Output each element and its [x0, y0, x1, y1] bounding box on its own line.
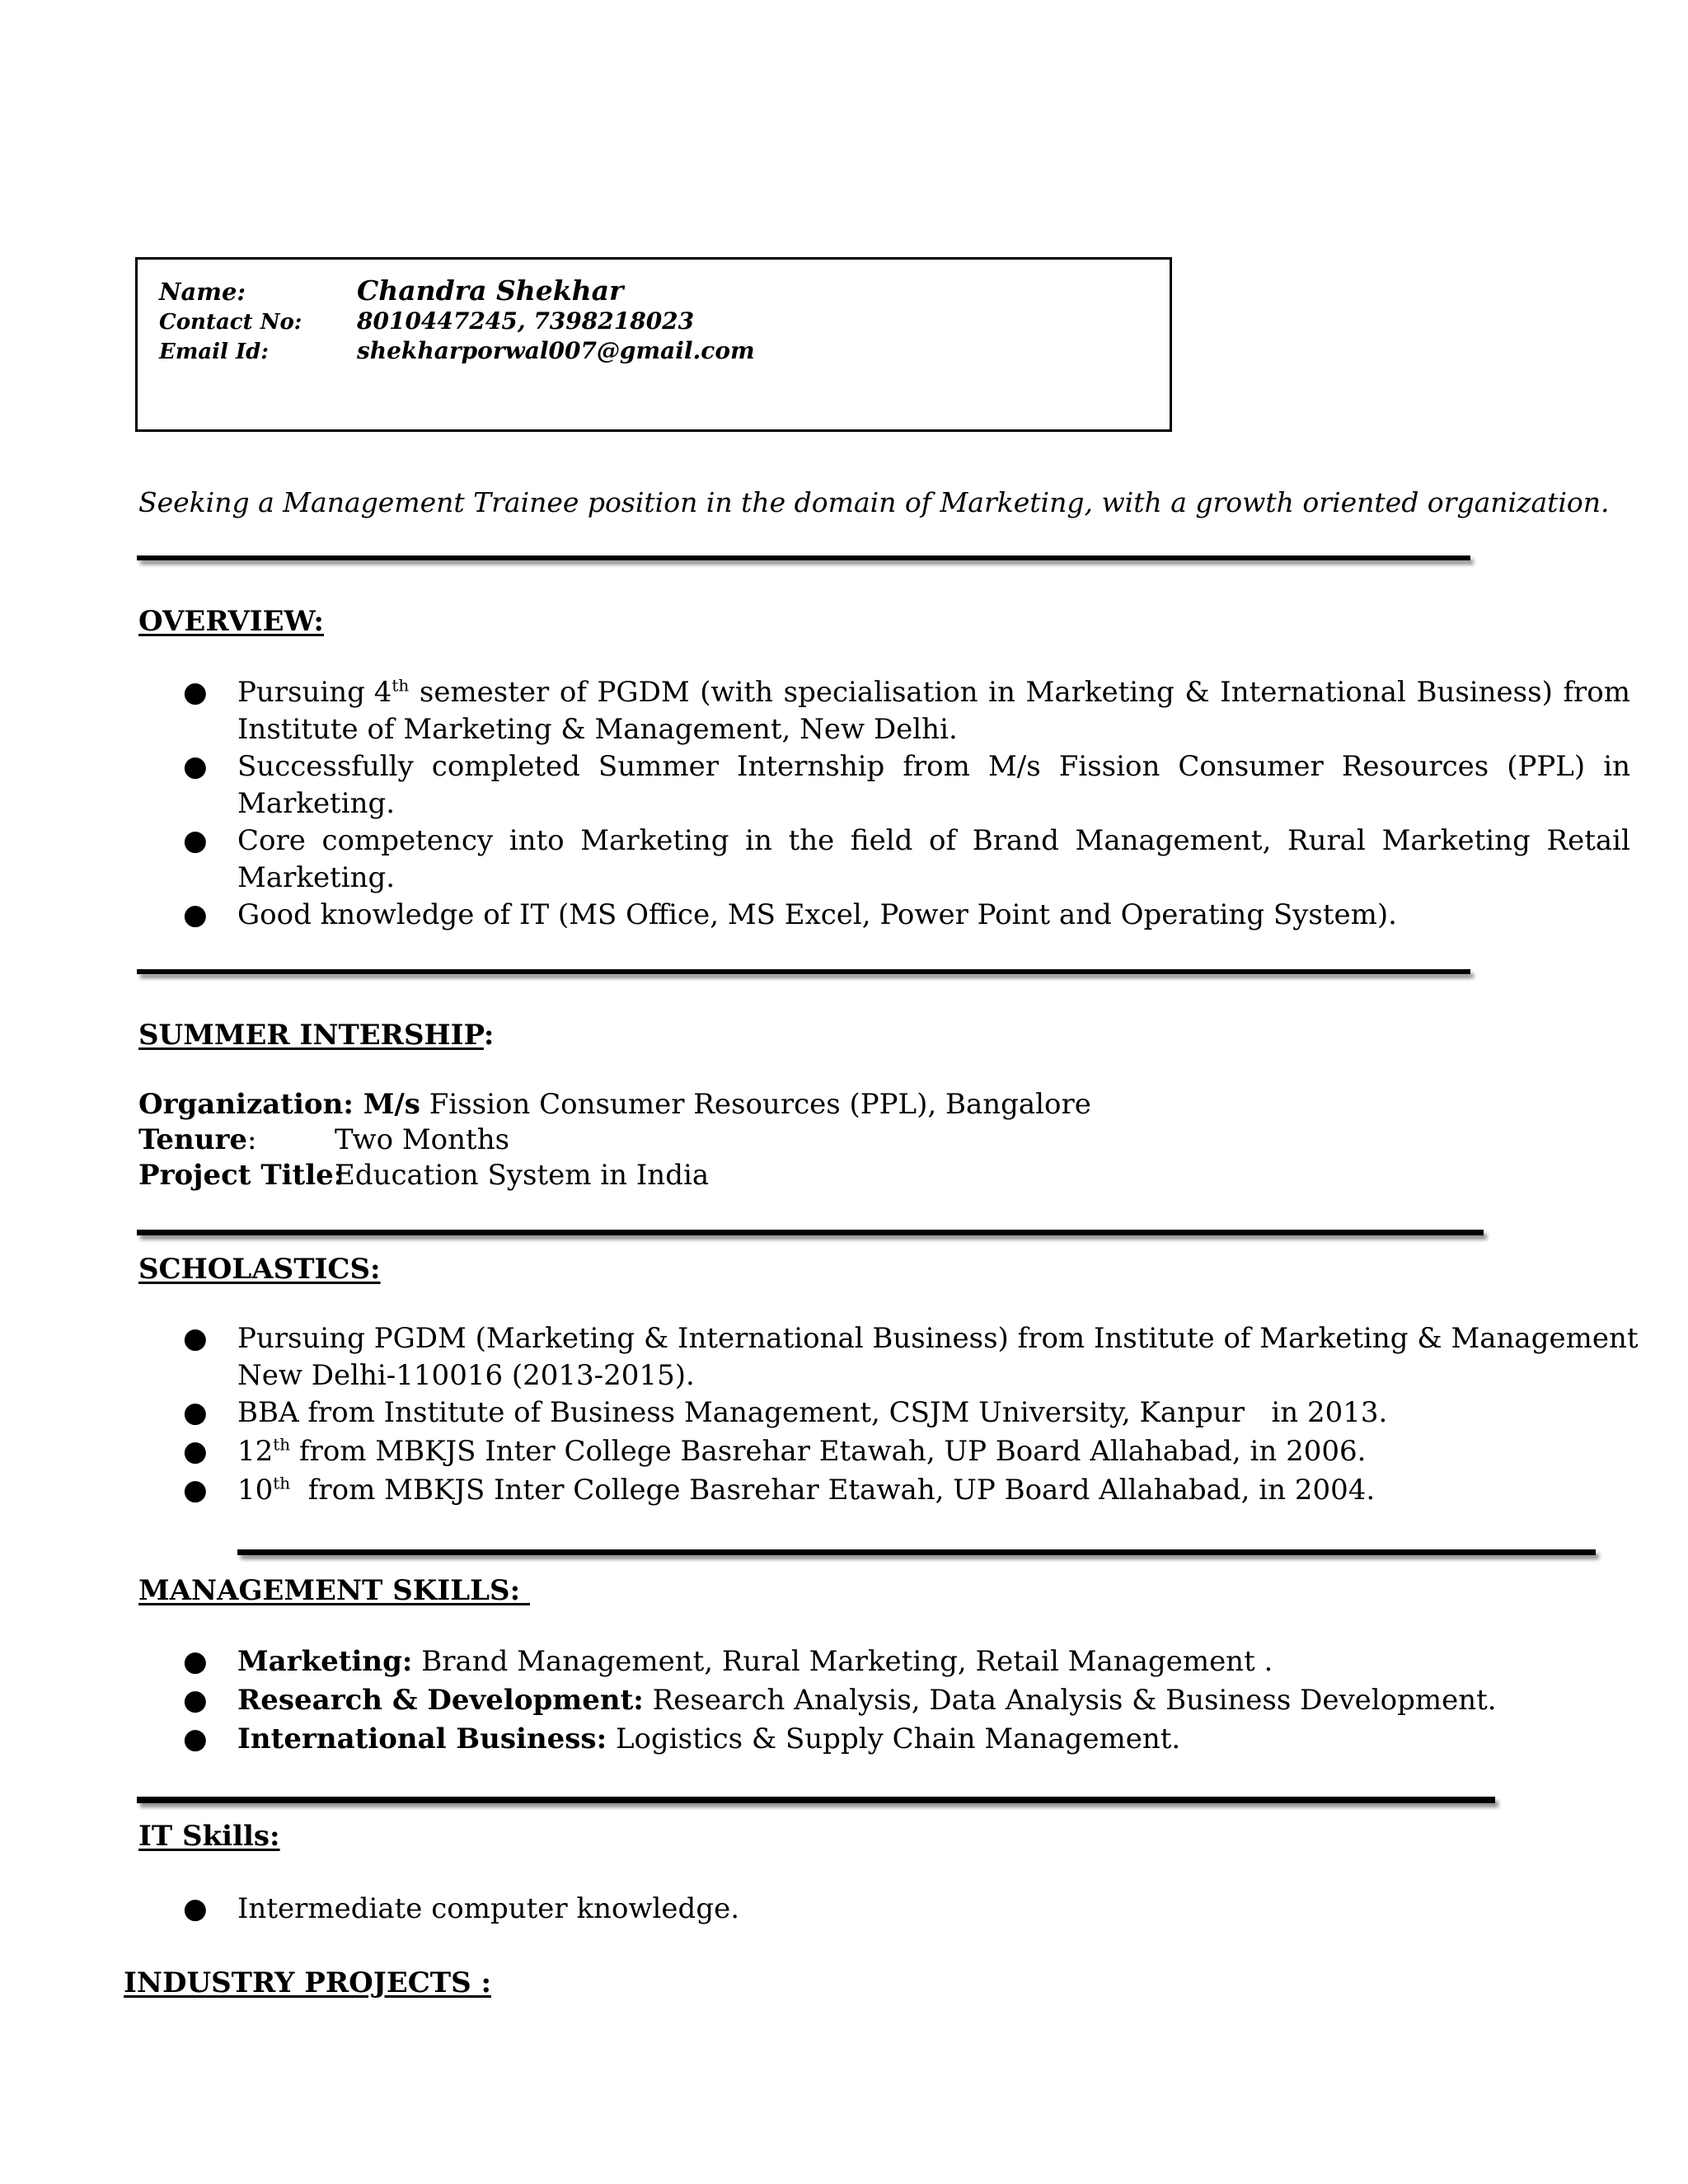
overview-heading: OVERVIEW:	[138, 605, 324, 638]
bullet-icon: ●	[183, 1474, 208, 1507]
bullet-icon: ●	[183, 1645, 208, 1678]
bullet-icon: ●	[183, 824, 208, 857]
overview-item-2-line-1	[237, 748, 1630, 785]
word: in	[1603, 750, 1630, 783]
divider	[237, 1549, 1596, 1555]
scholastics-item-2: BBA from Institute of Business Management, CSJM University, Kanpur in 2013.	[237, 1396, 1388, 1429]
word: competency	[321, 824, 494, 857]
email-value: shekharporwal007@gmail.com	[357, 337, 755, 364]
word: into	[509, 824, 565, 857]
word: Successfully	[237, 750, 414, 783]
scholastics-item-3: 12th from MBKJS Inter College Basrehar Etawah, UP Board Allahabad, in 2006.	[237, 1434, 1367, 1468]
bullet-icon: ●	[183, 1322, 208, 1355]
management-skill-international: International Business: Logistics & Supply Chain Management.	[237, 1722, 1181, 1755]
word: Marketing	[580, 824, 729, 857]
name-label: Name:	[159, 278, 246, 306]
word: Consumer	[1178, 750, 1324, 783]
scholastics-item-1-line-1: Pursuing PGDM (Marketing & International Business) from Institute of Marketing & Management	[237, 1322, 1639, 1355]
word: field	[850, 824, 913, 857]
scholastics-heading: SCHOLASTICS:	[138, 1253, 381, 1286]
word: the	[788, 824, 835, 857]
divider	[137, 969, 1470, 974]
word: of	[929, 824, 957, 857]
bullet-icon: ●	[183, 750, 208, 783]
word: (with	[700, 676, 774, 709]
word: semester	[419, 676, 550, 709]
word: in	[988, 676, 1015, 709]
word: from	[903, 750, 970, 783]
word: in	[745, 824, 772, 857]
word: (PPL)	[1507, 750, 1586, 783]
internship-organization	[138, 1088, 1091, 1121]
management-skill-research: Research & Development: Research Analysis, Data Analysis & Business Development.	[237, 1684, 1497, 1717]
word: Fission	[1058, 750, 1160, 783]
bullet-icon: ●	[183, 1435, 208, 1468]
tenure-value: Two Months	[335, 1123, 510, 1156]
bullet-icon: ●	[183, 1396, 208, 1429]
management-skill-marketing: Marketing: Brand Management, Rural Marketing, Retail Management .	[237, 1645, 1273, 1678]
word: Management,	[1075, 824, 1272, 857]
contact-label: Contact No:	[159, 310, 302, 335]
word: from	[1563, 676, 1630, 709]
email-label: Email Id:	[159, 340, 269, 364]
name-row	[159, 274, 623, 307]
word: Internship	[737, 750, 885, 783]
it-skills-heading: IT Skills:	[138, 1820, 280, 1853]
bullet-icon: ●	[183, 1684, 208, 1717]
industry-projects-heading: INDUSTRY PROJECTS :	[124, 1966, 492, 1999]
bullet-icon: ●	[183, 676, 208, 709]
divider	[137, 1797, 1495, 1803]
word: International	[1220, 676, 1406, 709]
project-label: Project Title:	[138, 1159, 345, 1192]
overview-item-3-line-2: Marketing.	[237, 861, 396, 894]
word: Marketing	[1025, 676, 1175, 709]
word: Resources	[1341, 750, 1489, 783]
word: Marketing	[1381, 824, 1531, 857]
organization-label: Organization: M/s	[138, 1088, 420, 1121]
word: of	[559, 676, 587, 709]
divider	[137, 1230, 1484, 1235]
word: Retail	[1546, 824, 1630, 857]
contact-box	[135, 257, 1172, 432]
bullet-icon: ●	[183, 898, 208, 931]
word: specialisation	[783, 676, 978, 709]
word: Summer	[598, 750, 719, 783]
it-skill-item: Intermediate computer knowledge.	[237, 1892, 740, 1925]
word: PGDM	[597, 676, 690, 709]
word: M/s	[987, 750, 1041, 783]
objective: Seeking a Management Trainee position in the domain of Marketing, with a growth oriented organization.	[138, 486, 1610, 518]
overview-item-2-line-2: Marketing.	[237, 787, 396, 820]
internship-heading: SUMMER INTERSHIP:	[138, 1019, 495, 1052]
overview-item-4: Good knowledge of IT (MS Office, MS Excel, Power Point and Operating System).	[237, 898, 1397, 931]
scholastics-item-4: 10th from MBKJS Inter College Basrehar Etawah, UP Board Allahabad, in 2004.	[237, 1473, 1376, 1507]
divider	[137, 555, 1470, 560]
word: completed	[431, 750, 580, 783]
tenure-label: Tenure	[138, 1123, 248, 1156]
internship-tenure: Tenure: Two Months	[138, 1123, 510, 1156]
word: Rural	[1287, 824, 1366, 857]
internship-project	[138, 1159, 710, 1192]
overview-item-1-line-2: Institute of Marketing & Management, New Delhi.	[237, 713, 958, 746]
bullet-icon: ●	[183, 1722, 208, 1755]
email-row	[159, 337, 755, 364]
word: &	[1184, 676, 1210, 709]
bullet-icon: ●	[183, 1892, 208, 1925]
organization-value: Fission Consumer Resources (PPL), Bangalore	[420, 1088, 1091, 1121]
contact-value: 8010447245, 7398218023	[357, 307, 695, 335]
project-value: Education System in India	[335, 1159, 710, 1192]
word: Brand	[972, 824, 1059, 857]
overview-item-3-line-1	[237, 823, 1630, 860]
management-skills-heading: MANAGEMENT SKILLS:	[138, 1574, 530, 1607]
contact-row	[159, 307, 694, 335]
name-value: Chandra Shekhar	[357, 274, 624, 307]
scholastics-item-1-line-2: New Delhi-110016 (2013-2015).	[237, 1359, 695, 1392]
word: Core	[237, 824, 306, 857]
word: Business)	[1416, 676, 1553, 709]
overview-item-1-line-1: Pursuing 4th semester of PGDM (with specialisation in Marketing & International Business) from	[237, 674, 1630, 711]
